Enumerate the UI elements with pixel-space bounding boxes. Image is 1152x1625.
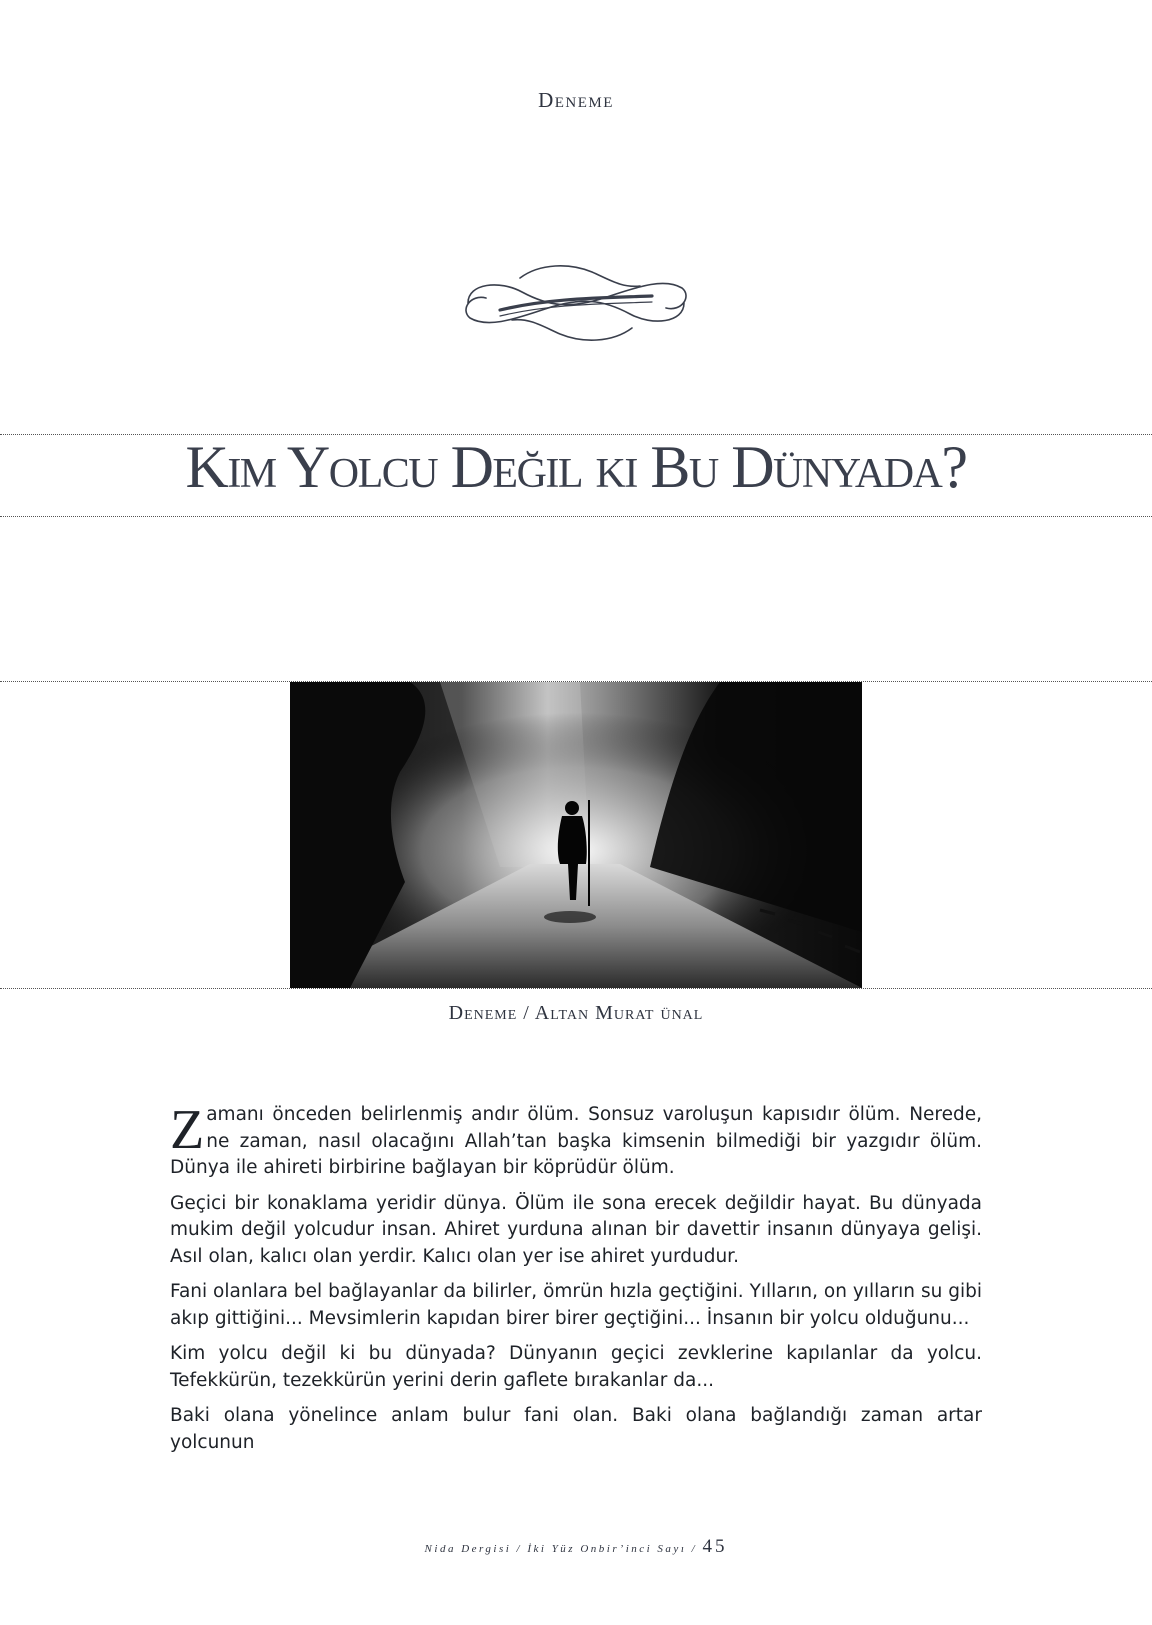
article-body (170, 1099, 982, 1465)
body-paragraph: Fani olanlara bel bağlayanlar da bilirler, ömrün hızla geçtiğini. Yılların, on yılların su gibi akıp gittiğini... Mevsimlerin kapıdan birer birer geçtiğini... İnsanın bir yolcu olduğunu... (170, 1281, 982, 1329)
body-paragraph: Baki olana yönelince anlam bulur fani olan. Baki olana bağlandığı zaman artar yolcunun (170, 1405, 982, 1453)
body-paragraph: Geçici bir konaklama yeridir dünya. Ölüm ile sona erecek değildir hayat. Bu dünyada mukim değil yolcudur insan. Ahiret yurduna alınan bir davettir insanın dünyaya gelişi. Asıl olan, kalıcı olan yerdir. Kalıcı olan yer ise ahiret yurdudur. (170, 1192, 982, 1267)
section-label: Deneme (538, 88, 614, 112)
article-title: Kim Yolcu Değil ki Bu Dünyada? (185, 434, 967, 500)
body-paragraph: Zamanı önceden belirlenmiş andır ölüm. Sonsuz varoluşun kapısıdır ölüm. Nerede, ne zaman, nasıl olacağını Allah’tan başka kimsenin bilmediği bir yazgıdır ölüm. Dünya ile ahireti birbirine bağlayan bir köprüdür ölüm. (170, 1099, 982, 1178)
page-footer (0, 1536, 1152, 1558)
silhouette-walker-photo (290, 682, 862, 988)
flourish-ornament-icon (460, 258, 692, 348)
divider-rule (0, 516, 1152, 517)
divider-rule (0, 988, 1152, 989)
publication-name: Nida Dergisi / İki Yüz Onbir’inci Sayı / (424, 1543, 698, 1555)
article-byline: Deneme / Altan Murat ünal (448, 1002, 704, 1024)
page-number: 45 (702, 1536, 728, 1557)
dropcap: Z (170, 1099, 205, 1161)
body-paragraph: Kim yolcu değil ki bu dünyada? Dünyanın geçici zevklerine kapılanlar da yolcu. Tefekkürün, tezekkürün yerini derin gaflete bırakanlar da... (170, 1343, 982, 1391)
